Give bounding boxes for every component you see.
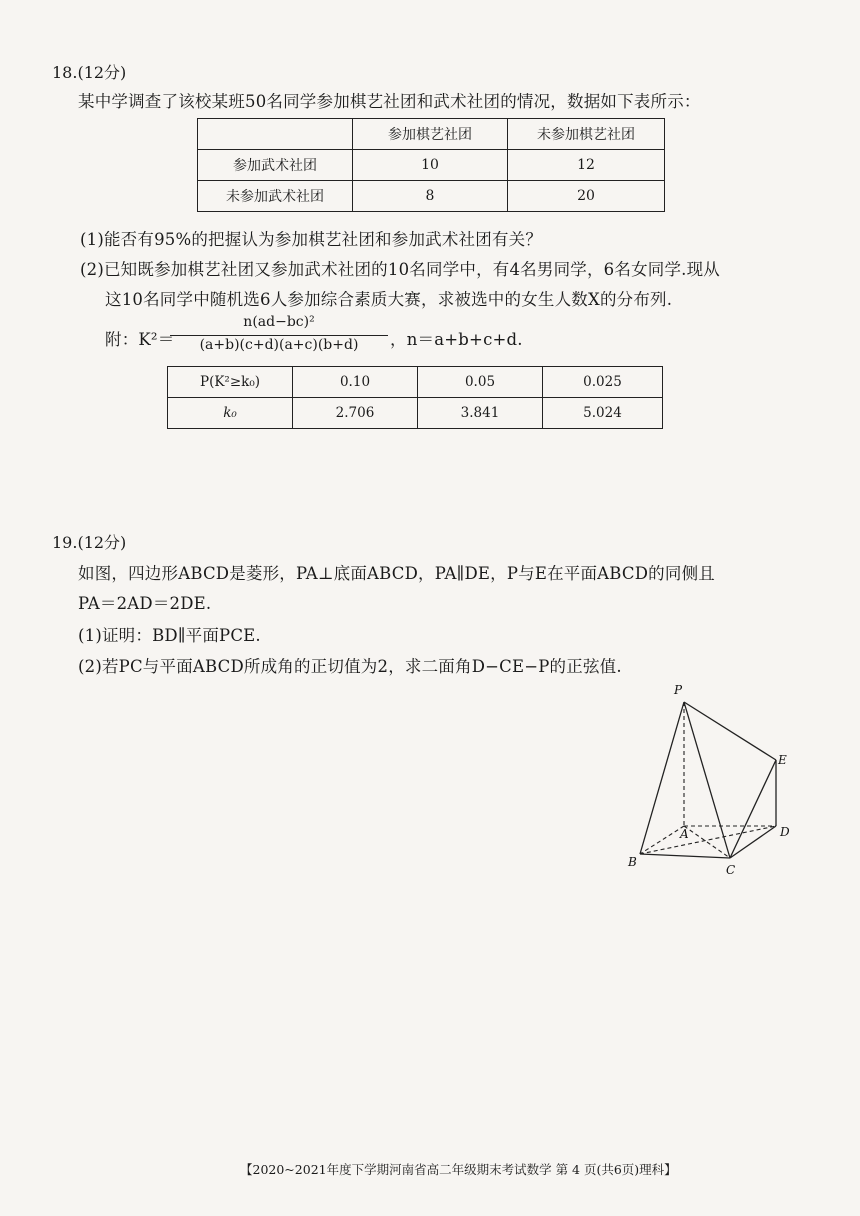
q19-line1: 如图，四边形ABCD是菱形，PA⊥底面ABCD，PA∥DE，P与E在平面ABCD的同侧且	[78, 564, 715, 583]
q18-intro: 某中学调查了该校某班50名同学参加棋艺社团和武术社团的情况，数据如下表所示：	[78, 92, 701, 111]
table-cell: 参加武术社团	[198, 150, 353, 181]
edge-PB	[640, 702, 684, 854]
table-row	[168, 367, 663, 398]
formula-denominator: (a+b)(c+d)(a+c)(b+d)	[199, 337, 359, 353]
q19-part1: (1)证明：BD∥平面PCE.	[78, 626, 261, 645]
label-E: E	[778, 753, 787, 767]
table-cell: 12	[508, 150, 665, 181]
edge-PE	[684, 702, 776, 760]
q18-part2-line1: (2)已知既参加棋艺社团又参加武术社团的10名同学中，有4名男同学，6名女同学.现从	[80, 260, 721, 279]
label-A: A	[680, 827, 689, 841]
table-cell: 0.10	[293, 367, 418, 398]
formula-numerator: n(ad−bc)²	[243, 314, 315, 330]
edge-CE	[730, 760, 776, 858]
table-cell: 5.024	[543, 398, 663, 429]
formula-suffix: ，n＝a+b+c+d.	[390, 330, 523, 349]
table-cell: P(K²≥k₀)	[168, 367, 293, 398]
fraction-bar	[170, 335, 388, 336]
table-row	[198, 181, 665, 212]
table-cell: 未参加棋艺社团	[508, 119, 665, 150]
k-critical-value-table	[167, 366, 663, 429]
page-footer: 【2020~2021年度下学期河南省高二年级期末考试数学 第 4 页(共6页)理科】	[240, 1162, 677, 1177]
label-B: B	[628, 855, 637, 869]
table-cell: 0.05	[418, 367, 543, 398]
q18-heading: 18.(12分)	[52, 63, 127, 82]
q18-part1: (1)能否有95%的把握认为参加棋艺社团和参加武术社团有关？	[80, 230, 543, 249]
edge-BC	[640, 854, 730, 858]
formula-prefix: 附：K²＝	[105, 330, 175, 349]
q19-line2: PA＝2AD＝2DE.	[78, 594, 212, 613]
label-C: C	[726, 863, 736, 877]
edge-PC	[684, 702, 730, 858]
table-row	[168, 398, 663, 429]
table-cell: 20	[508, 181, 665, 212]
table-cell: 3.841	[418, 398, 543, 429]
table-cell: 8	[353, 181, 508, 212]
label-P: P	[674, 683, 683, 697]
q18-contingency-table	[197, 118, 665, 212]
table-cell: 2.706	[293, 398, 418, 429]
table-cell: 10	[353, 150, 508, 181]
table-cell: 未参加武术社团	[198, 181, 353, 212]
table-cell: k₀	[168, 398, 293, 429]
table-row	[198, 150, 665, 181]
table-cell	[198, 119, 353, 150]
table-row	[198, 119, 665, 150]
edge-AC	[684, 826, 730, 858]
pyramid-figure	[620, 678, 800, 878]
table-cell: 参加棋艺社团	[353, 119, 508, 150]
q18-part2-line2: 这10名同学中随机选6人参加综合素质大赛，求被选中的女生人数X的分布列.	[105, 290, 673, 309]
label-D: D	[780, 825, 790, 839]
chi-square-formula	[170, 314, 388, 358]
q19-heading: 19.(12分)	[52, 533, 127, 552]
q19-part2: (2)若PC与平面ABCD所成角的正切值为2，求二面角D−CE−P的正弦值.	[78, 657, 622, 676]
table-cell: 0.025	[543, 367, 663, 398]
